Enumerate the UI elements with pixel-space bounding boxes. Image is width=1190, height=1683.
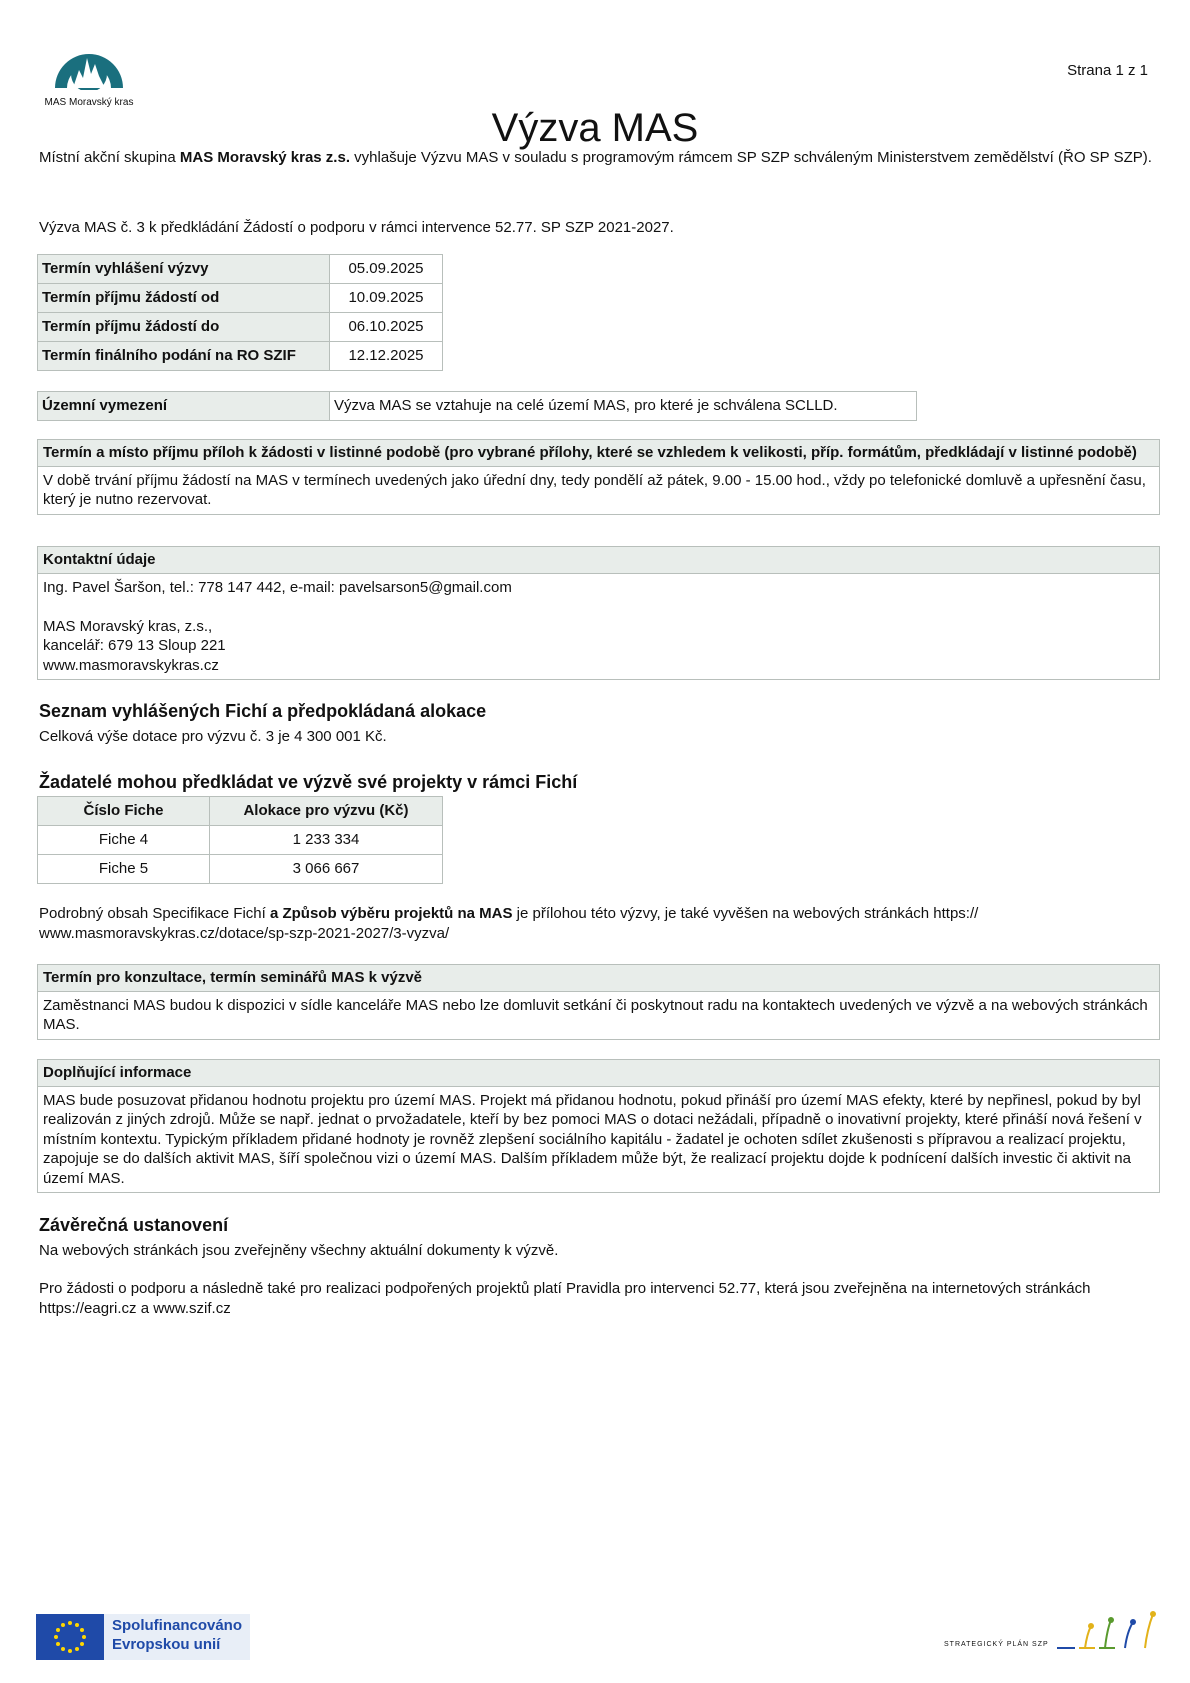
szp-logo xyxy=(944,1608,1165,1652)
eu-cofunding-logo xyxy=(36,1614,250,1660)
date-value: 10.09.2025 xyxy=(330,284,443,313)
additional-body: MAS bude posuzovat přidanou hodnotu projektu pro území MAS. Projekt má přidanou hodnotu, pokud přináší pro území MAS efekty, které by nepřinesl, pokud by byl realizován z jiných zdrojů. Může se např. jednat o prvožadatele, kteří by bez pomoci MAS o dotaci nežádali, případně o inovativní projekty, které přináší nová řešení v místním kontextu. Typickým příkladem přidané hodnoty je rovněž zlepšení sociálního kapitálu - žadatel je ochoten sdílet zkušenosti s přípravou a realizací projektu, zapojuje se do dalších aktivit MAS, šíří společnou vizi o území MAS. Dalším příkladem může být, že realizací projektu dojde k podnícení dalších investic či aktivit na území MAS. xyxy=(43,1091,1142,1187)
consult-heading: Termín pro konzultace, termín seminářů MAS k výzvě xyxy=(38,965,1159,992)
amount-cell: 3 066 667 xyxy=(210,855,443,884)
attachments-heading: Termín a místo příjmu příloh k žádosti v listinné podobě (pro vybrané přílohy, které se vzhledem k velikosti, příp. formátům, předkládají v listinné podobě) xyxy=(38,440,1159,467)
table-row xyxy=(38,392,917,421)
additional-heading: Doplňující informace xyxy=(38,1060,1159,1087)
final-p1: Na webových stránkách jsou zveřejněny všechny aktuální dokumenty k výzvě. xyxy=(39,1242,559,1259)
fiche-cell: Fiche 4 xyxy=(38,826,210,855)
eu-text xyxy=(104,1614,250,1660)
szp-text: STRATEGICKÝ PLÁN SZP xyxy=(944,1641,1049,1648)
col-amount-header: Alokace pro výzvu (Kč) xyxy=(210,797,443,826)
additional-box xyxy=(37,1059,1160,1193)
date-label: Termín vyhlášení výzvy xyxy=(38,255,330,284)
detail-bold: a Způsob výběru projektů na MAS xyxy=(269,905,513,922)
page-number: Strana 1 z 1 xyxy=(1067,62,1148,79)
territory-table xyxy=(37,391,917,421)
fiche-total: Celková výše dotace pro výzvu č. 3 je 4 300 001 Kč. xyxy=(39,728,387,745)
attachments-box xyxy=(37,439,1160,515)
contact-body xyxy=(38,574,1159,680)
mas-logo xyxy=(34,34,144,108)
final-heading: Závěrečná ustanovení xyxy=(39,1215,229,1235)
date-label: Termín příjmu žádostí do xyxy=(38,313,330,342)
logo-caption: MAS Moravský kras xyxy=(44,97,134,108)
territory-label: Územní vymezení xyxy=(38,392,330,421)
date-label: Termín příjmu žádostí od xyxy=(38,284,330,313)
consult-body: Zaměstnanci MAS budou k dispozici v sídle kanceláře MAS nebo lze domluvit setkání či poskytnout radu na kontaktech uvedených ve výzvě a na webových stránkách MAS. xyxy=(43,996,1148,1033)
table-row xyxy=(38,826,443,855)
col-fiche-header: Číslo Fiche xyxy=(38,797,210,826)
applicants-heading: Žadatelé mohou předkládat ve výzvě své projekty v rámci Fichí xyxy=(39,772,578,792)
date-value: 12.12.2025 xyxy=(330,342,443,371)
detail-prefix: Podrobný obsah Specifikace Fichí xyxy=(39,905,270,922)
dates-table xyxy=(37,254,443,371)
intro-prefix: Místní akční skupina xyxy=(39,149,180,166)
fiche-table xyxy=(37,796,443,884)
territory-value: Výzva MAS se vztahuje na celé území MAS, pro které je schválena SCLLD. xyxy=(330,392,917,421)
table-header-row xyxy=(38,797,443,826)
date-value: 05.09.2025 xyxy=(330,255,443,284)
intro-line2: Výzva MAS č. 3 k předkládání Žádostí o podporu v rámci intervence 52.77. SP SZP 2021-2027. xyxy=(39,219,674,236)
amount-cell: 1 233 334 xyxy=(210,826,443,855)
detail-suffix: je přílohou této výzvy, je také vyvěšen na webových stránkách https:// www.masmoravskykras.cz/dotace/sp-szp-2021-2027/3-vyzva/ xyxy=(39,905,979,942)
contact-box xyxy=(37,546,1160,680)
table-row xyxy=(38,313,443,342)
intro-suffix: vyhlašuje Výzvu MAS v souladu s programovým rámcem SP SZP schváleným Ministerstvem zemědělství (ŘO SP SZP). xyxy=(350,149,1152,166)
contact-heading: Kontaktní údaje xyxy=(38,547,1159,574)
intro-paragraph xyxy=(39,148,1159,168)
attachments-body: V době trvání příjmu žádostí na MAS v termínech uvedených jako úřední dny, tedy pondělí až pátek, 9.00 - 15.00 hod., vždy po telefonické domluvě a upřesnění času, který je nutno rezervovat. xyxy=(43,471,1146,508)
table-row xyxy=(38,855,443,884)
detail-paragraph xyxy=(39,904,1159,943)
consult-box xyxy=(37,964,1160,1040)
eu-line1: Spolufinancováno xyxy=(112,1617,243,1634)
eu-flag-icon xyxy=(36,1614,104,1660)
contact-web: www.masmoravskykras.cz xyxy=(43,656,219,674)
table-row xyxy=(38,255,443,284)
contact-office: kancelář: 679 13 Sloup 221 xyxy=(43,637,226,654)
fiche-cell: Fiche 5 xyxy=(38,855,210,884)
szp-plants-icon xyxy=(1055,1608,1165,1652)
intro-org: MAS Moravský kras z.s. xyxy=(179,149,350,166)
table-row xyxy=(38,342,443,371)
eu-line2: Evropskou unií xyxy=(112,1636,221,1653)
contact-person: Ing. Pavel Šaršon, tel.: 778 147 442, e-mail: pavelsarson5@gmail.com xyxy=(43,578,512,596)
contact-org: MAS Moravský kras, z.s., xyxy=(43,617,213,635)
fiche-list-heading: Seznam vyhlášených Fichí a předpokládaná alokace xyxy=(39,701,487,721)
final-p2: Pro žádosti o podporu a následně také pro realizaci podpořených projektů platí Pravidla pro intervenci 52.77, která jsou zveřejněna na internetových stránkách https://eagri.cz a www.szif.cz xyxy=(39,1280,1091,1317)
page-title: Výzva MAS xyxy=(491,106,699,150)
date-label: Termín finálního podání na RO SZIF xyxy=(38,342,330,371)
mas-logo-icon xyxy=(51,34,127,90)
date-value: 06.10.2025 xyxy=(330,313,443,342)
table-row xyxy=(38,284,443,313)
